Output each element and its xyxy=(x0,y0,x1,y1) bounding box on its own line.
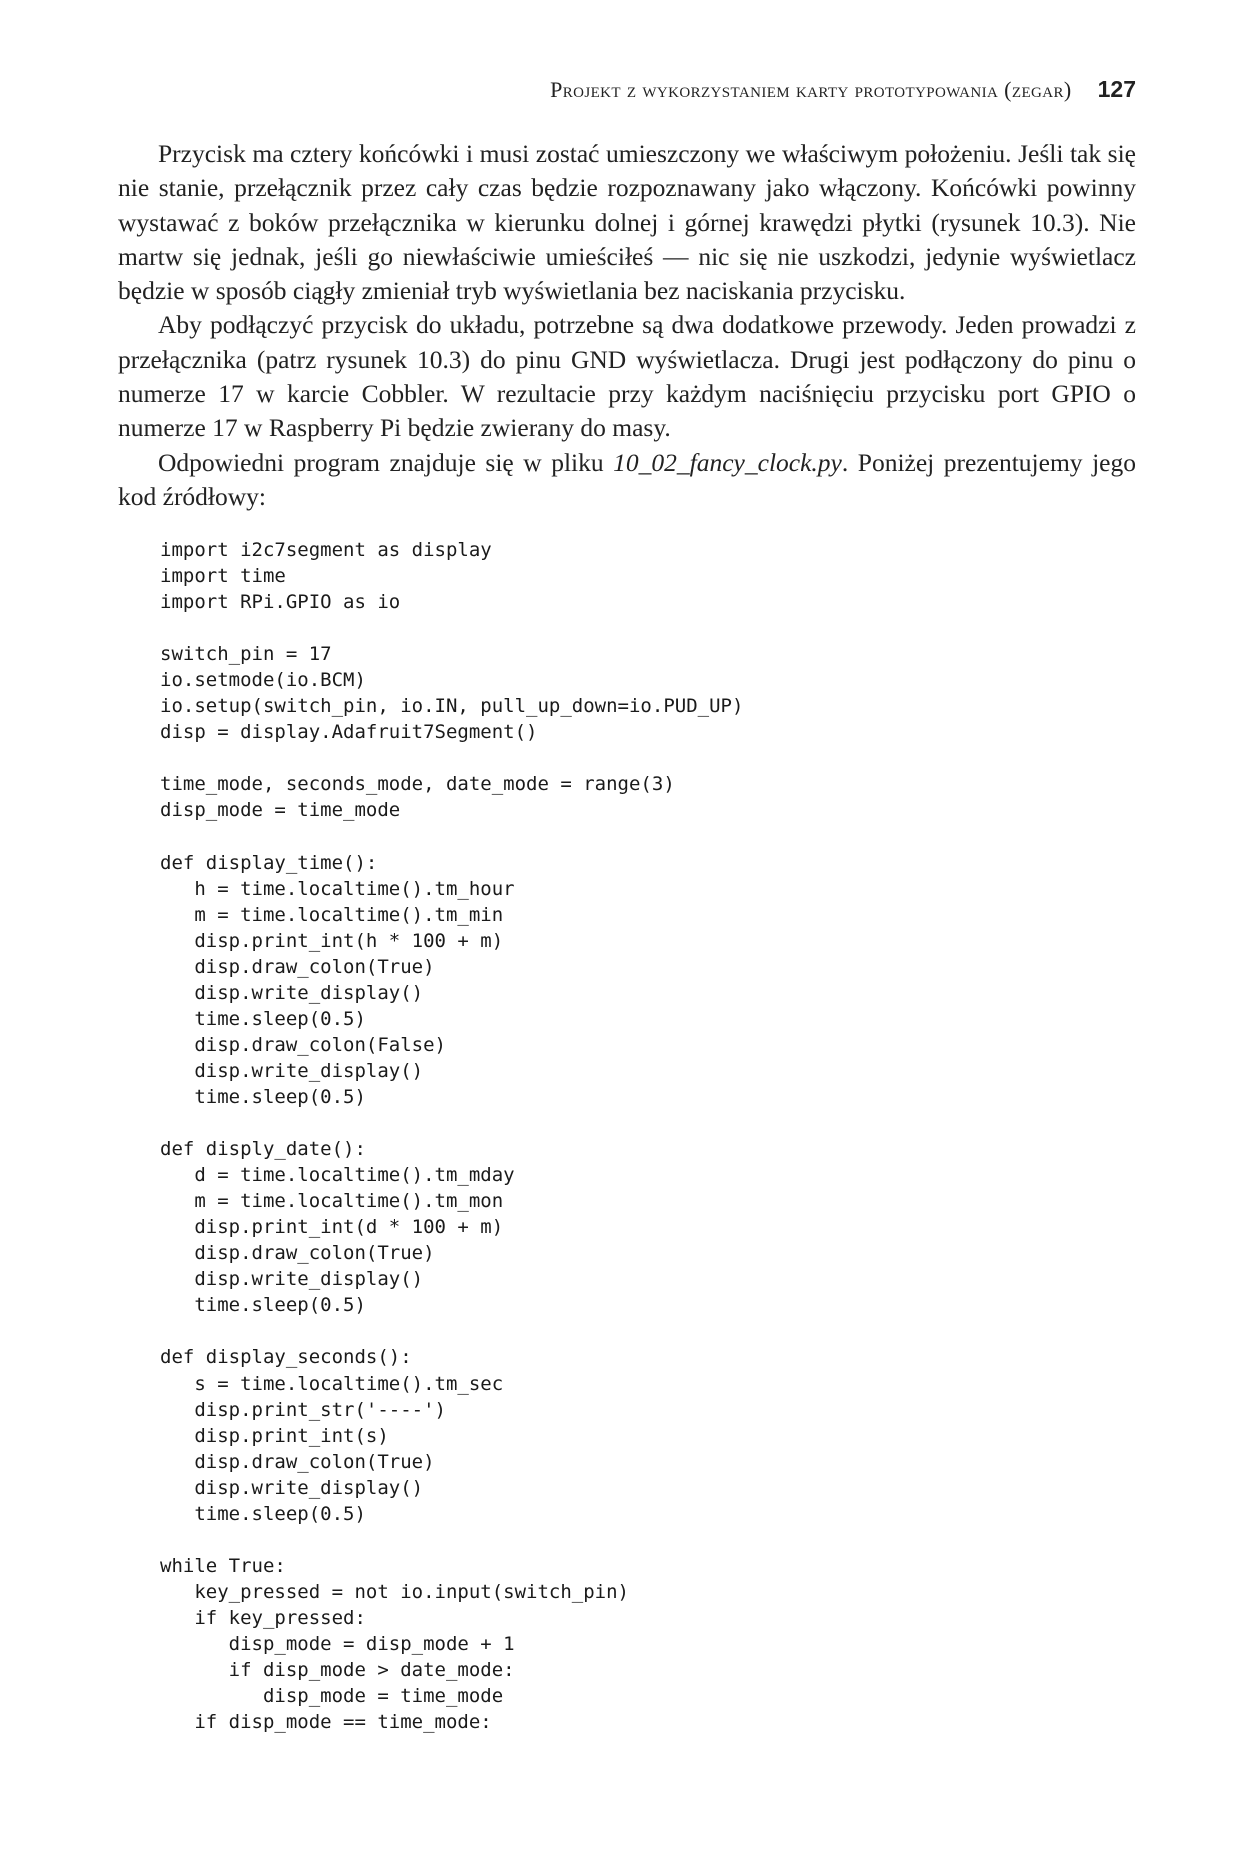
code-line: m = time.localtime().tm_min xyxy=(160,903,504,926)
code-line: disp.draw_colon(True) xyxy=(160,955,435,978)
code-line: disp.print_int(s) xyxy=(160,1424,389,1447)
code-line: time.sleep(0.5) xyxy=(160,1085,366,1108)
code-line: disp_mode = time_mode xyxy=(160,1685,504,1708)
code-line: disp.print_str('----') xyxy=(160,1398,446,1421)
code-line: disp.write_display() xyxy=(160,1476,424,1499)
code-line: s = time.localtime().tm_sec xyxy=(160,1372,504,1395)
code-line: io.setup(switch_pin, io.IN, pull_up_down=io.PUD_UP) xyxy=(160,695,744,718)
code-line: key_pressed = not io.input(switch_pin) xyxy=(160,1580,629,1603)
code-line: disp.print_int(d * 100 + m) xyxy=(160,1216,504,1239)
code-line: import i2c7segment as display xyxy=(160,539,492,561)
code-line: disp_mode = disp_mode + 1 xyxy=(160,1632,515,1655)
code-line: h = time.localtime().tm_hour xyxy=(160,877,515,900)
code-line: disp.draw_colon(True) xyxy=(160,1450,435,1473)
code-line: disp.draw_colon(True) xyxy=(160,1242,435,1265)
code-line: def display_time(): xyxy=(160,851,378,874)
code-line: if disp_mode == time_mode: xyxy=(160,1711,492,1734)
code-line: def display_seconds(): xyxy=(160,1346,412,1369)
code-line: def disply_date(): xyxy=(160,1138,366,1161)
code-line: d = time.localtime().tm_mday xyxy=(160,1164,515,1187)
paragraph-button-placement: Przycisk ma cztery końcówki i musi zostać umieszczony we właściwym położeniu. Jeśli tak się nie stanie, przełącznik przez cały czas będzie rozpoznawany jako włączony. Końcówki powinny wystawać z boków przełącznika w kierunku dolnej i górnej krawędzi płytki (rysunek 10.3). Nie martw się jednak, jeśli go niewłaściwie umieściłeś — nic się nie uszkodzi, jedynie wyświetlacz będzie w sposób ciągły zmieniał tryb wyświetlania bez naciskania przycisku. xyxy=(118,139,1136,306)
code-line: io.setmode(io.BCM) xyxy=(160,669,366,692)
code-line: if key_pressed: xyxy=(160,1606,366,1629)
code-line: if disp_mode > date_mode: xyxy=(160,1659,515,1682)
chapter-title: Projekt z wykorzystaniem karty prototypowania (zegar) xyxy=(550,77,1072,102)
code-line: disp.write_display() xyxy=(160,1059,424,1082)
code-line: time.sleep(0.5) xyxy=(160,1502,366,1525)
program-filename: 10_02_fancy_clock.py xyxy=(613,447,842,477)
intro-text: Odpowiedni program znajduje się w pliku xyxy=(158,447,614,477)
code-line: disp = display.Adafruit7Segment() xyxy=(160,721,538,744)
code-line: disp.write_display() xyxy=(160,1268,424,1291)
intro-text-end: . Poniżej prezentujemy jego kod źródłowy: xyxy=(118,447,1136,511)
code-line: disp.draw_colon(False) xyxy=(160,1033,446,1056)
code-line: disp.write_display() xyxy=(160,981,424,1004)
running-header xyxy=(550,76,1136,103)
paragraph-button-wiring: Aby podłączyć przycisk do układu, potrzebne są dwa dodatkowe przewody. Jeden prowadzi z przełącznika (patrz rysunek 10.3) do pinu GND wyświetlacza. Drugi jest podłączony do pinu o numerze 17 w karcie Cobbler. W rezultacie przy każdym naciśnięciu przycisku port GPIO o numerze 17 w Raspberry Pi będzie zwierany do masy. xyxy=(118,310,1136,443)
code-line: disp_mode = time_mode xyxy=(160,799,401,822)
code-line: disp.print_int(h * 100 + m) xyxy=(160,929,504,952)
page-number: 127 xyxy=(1097,76,1136,102)
code-line: import RPi.GPIO as io xyxy=(160,591,401,614)
code-listing xyxy=(160,537,743,1735)
code-line: switch_pin = 17 xyxy=(160,643,332,666)
paragraph-program-intro xyxy=(118,446,1136,515)
code-line: time.sleep(0.5) xyxy=(160,1294,366,1317)
code-line: time_mode, seconds_mode, date_mode = range(3) xyxy=(160,773,675,796)
code-line: import time xyxy=(160,565,286,588)
code-line: time.sleep(0.5) xyxy=(160,1007,366,1030)
code-line: m = time.localtime().tm_mon xyxy=(160,1190,504,1213)
code-line: while True: xyxy=(160,1554,286,1577)
body-text xyxy=(118,137,1136,514)
